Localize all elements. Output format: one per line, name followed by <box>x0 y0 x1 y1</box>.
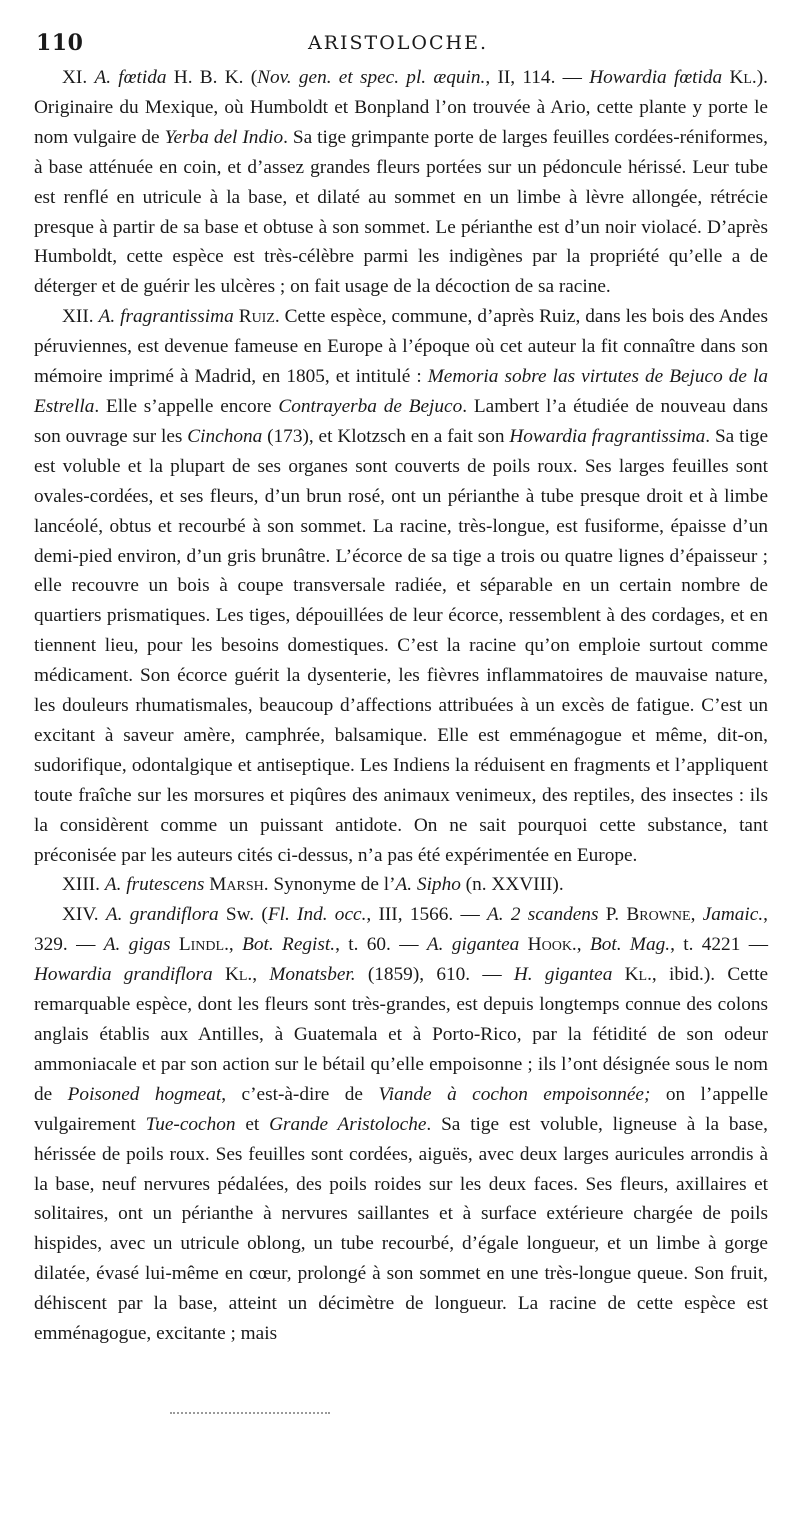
italic-text: Bot. Regist. <box>242 934 336 956</box>
page-number: 110 <box>36 30 84 56</box>
italic-text: A. gigas <box>103 934 171 956</box>
text-run: , ibid.). Cette remarquable espèce, dont les fleurs sont très-grandes, est depuis longtemps connue des colons anglais établis aux Antilles, à Guatemala et à Porto-Rico, par la fétidité de son odeur ammoniacale et par son action sur le bétail qu’elle empoisonne ; ils l’ont désignée sous le nom de <box>34 964 769 1105</box>
author-abbrev: Kl. <box>224 964 253 986</box>
text-run: . Elle s’appelle encore <box>94 395 279 417</box>
text-run: (173), et Klotzsch en a fait son <box>262 425 510 447</box>
author-abbrev: Ruiz <box>238 306 275 328</box>
italic-text: A. fœtida <box>94 67 167 88</box>
text-run: ). Originaire du Mexique, où Humboldt et Bonpland l’on trouvée à Ario, cette plante y porte le nom vulgaire de <box>34 67 768 148</box>
italic-text: A. fragrantissima <box>98 306 234 328</box>
text-run: , II, 114. — <box>485 67 590 88</box>
bottom-smudge-marks <box>170 1412 330 1418</box>
italic-text: Memoria sobre las virtutes de Bejuco de la Estrella <box>34 366 769 417</box>
text-run: XIV. <box>62 904 106 926</box>
paragraph <box>34 63 768 302</box>
text-run: , t. 4221 — <box>670 934 768 956</box>
italic-text: Howardia grandiflora <box>34 964 213 986</box>
text-run: . Synonyme de l’ <box>263 874 396 896</box>
italic-text: Grande Aristoloche <box>269 1113 427 1135</box>
text-run: , III, 1566. — <box>366 904 487 926</box>
body-text <box>34 63 768 1349</box>
italic-text: Bot. Mag. <box>589 934 671 956</box>
italic-text: A. Sipho <box>395 874 461 896</box>
author-abbrev: Lindl. <box>178 934 229 956</box>
text-run: et <box>235 1113 270 1135</box>
text-run <box>519 934 527 955</box>
text-run: , 329. — <box>34 904 768 956</box>
text-run: , <box>228 934 243 956</box>
italic-text: Contrayerba de Bejuco <box>278 395 463 417</box>
page-header <box>36 30 760 60</box>
text-run: XIII. <box>62 874 105 896</box>
italic-text: Tue-cochon <box>145 1113 236 1135</box>
text-run: Sw. ( <box>218 904 268 926</box>
author-abbrev: Marsh <box>209 874 264 896</box>
text-run: , c’est-à-dire de <box>221 1083 379 1105</box>
running-title: ARISTOLOCHE. <box>307 32 488 54</box>
italic-text: A. frutescens <box>104 874 205 896</box>
text-run: , <box>576 934 590 956</box>
text-run <box>213 964 225 985</box>
text-run: . Sa tige grimpante porte de larges feuilles cordées-réniformes, à base atténuée en coin, et d’assez grandes fleurs portées sur un pédoncule hérissé. Leur tube est renflé en utricule à la base, et dilaté au sommet en un limbe à lèvre allongée, rétrécie presque à partir de sa base et obtuse à son sommet. Le périanthe est d’un noir violacé. D’après Humboldt, cette espèce est très-célèbre parmi les indigènes par la propriété qu’elle a de déterger et de guérir les ulcères ; on fait usage de la décoction de sa racine. <box>34 126 768 298</box>
paragraph <box>34 900 768 1349</box>
text-run: . Cette espèce, commune, d’après Ruiz, dans les bois des Andes péruviennes, est devenue fameuse en Europe à l’époque où cet auteur la fit connaître dans son mémoire imprimé à Madrid, en 1805, et intitulé : <box>34 306 768 388</box>
italic-text: Poisoned hogmeat <box>67 1083 222 1105</box>
text-run: . Sa tige est voluble et la plupart de ses organes sont couverts de poils roux. Ses larges feuilles sont ovales-cordées, et ses fleurs, d’un brun rosé, ont un périanthe à tube presque droit et à limbe lancéolé, obtus et recourbé à son sommet. La racine, très-longue, est fusiforme, épaisse d’un demi-pied environ, d’un gris brunâtre. L’écorce de sa tige a trois ou quatre lignes d’épaisseur ; elle recouvre un bois à coupe transversale radiée, et séparable en un certain nombre de quartiers prismatiques. Les tiges, dépouillées de leur écorce, ressemblent à des cordages, et en tiennent lieu, pour les besoins domestiques. C’est la racine qu’on emploie surtout comme médicament. Son écorce guérit la dysenterie, les fièvres inflammatoires de mauvaise nature, les douleurs rhumatismales, beaucoup d’affections attribuées à un excès de fatigue. C’est un excitant à saveur amère, camphrée, balsamique. Elle est emménagogue et même, dit-on, sudorifique, odontalgique et antiseptique. Les Indiens la réduisent en fragments et l’appliquent toute fraîche sur les morsures et piqûres des animaux venimeux, des reptiles, des insectes : ils la considèrent comme un puissant antidote. On ne sait pourquoi cette substance, tant préconisée par les auteurs cités ci-dessus, n’a pas été expérimentée en Europe. <box>34 425 768 866</box>
text-run: (n. XXVIII). <box>460 874 564 896</box>
text-run: XI. <box>62 67 95 88</box>
text-run <box>612 964 624 985</box>
italic-text: Monatsber. <box>269 964 356 986</box>
italic-text: Howardia fœtida <box>589 67 723 88</box>
text-run: . Lambert l’a étudiée de nouveau dans son ouvrage sur les <box>34 395 769 447</box>
paragraph <box>34 302 768 870</box>
italic-text: Cinchona <box>187 425 263 447</box>
text-run: P. <box>598 904 627 926</box>
text-run <box>171 934 179 955</box>
italic-text: A. grandiflora <box>105 904 219 926</box>
paragraph <box>34 870 768 900</box>
text-run: XII. <box>62 306 99 328</box>
text-run: (1859), 610. — <box>355 964 514 986</box>
author-abbrev: Hook. <box>527 934 577 956</box>
author-abbrev: Kl. <box>729 67 757 88</box>
italic-text: Yerba del Indio <box>164 126 284 148</box>
text-run: , <box>252 964 270 986</box>
text-run: H. B. K. ( <box>166 67 258 88</box>
author-abbrev: Kl. <box>624 964 652 986</box>
italic-text: H. gigantea <box>513 964 613 986</box>
italic-text: Fl. Ind. occ. <box>267 904 367 926</box>
author-abbrev: Browne <box>626 904 691 926</box>
text-run: . Sa tige est voluble, ligneuse à la base, hérissée de poils roux. Ses feuilles sont cordées, aiguës, avec deux larges auricules arrondis à la base, neuf nervures pédalées, des poils roides sur les deux faces. Ses fleurs, axillaires et solitaires, ont un périanthe à nervures saillantes et à surface extérieure chargée de poils hispides, avec un utricule oblong, un tube recourbé, d’égale longueur, et un limbe à gorge dilatée, évasé lui-même en cœur, prolongé à son sommet en une très-longue queue. Son fruit, déhiscent par la base, atteint un décimètre de longueur. La racine de cette espèce est emménagogue, excitante ; mais <box>34 1113 768 1345</box>
italic-text: A. 2 scandens <box>487 904 599 926</box>
text-run: on l’appelle vulgairement <box>34 1083 769 1135</box>
italic-text: Howardia fragrantissima <box>509 425 706 447</box>
italic-text: Viande à cochon empoisonnée; <box>378 1083 651 1105</box>
italic-text: A. gigantea <box>426 934 520 956</box>
text-run: , <box>690 904 703 926</box>
italic-text: Nov. gen. et spec. pl. æquin. <box>257 67 486 88</box>
italic-text: Jamaic. <box>702 904 764 926</box>
text-run: , t. 60. — <box>335 934 427 956</box>
